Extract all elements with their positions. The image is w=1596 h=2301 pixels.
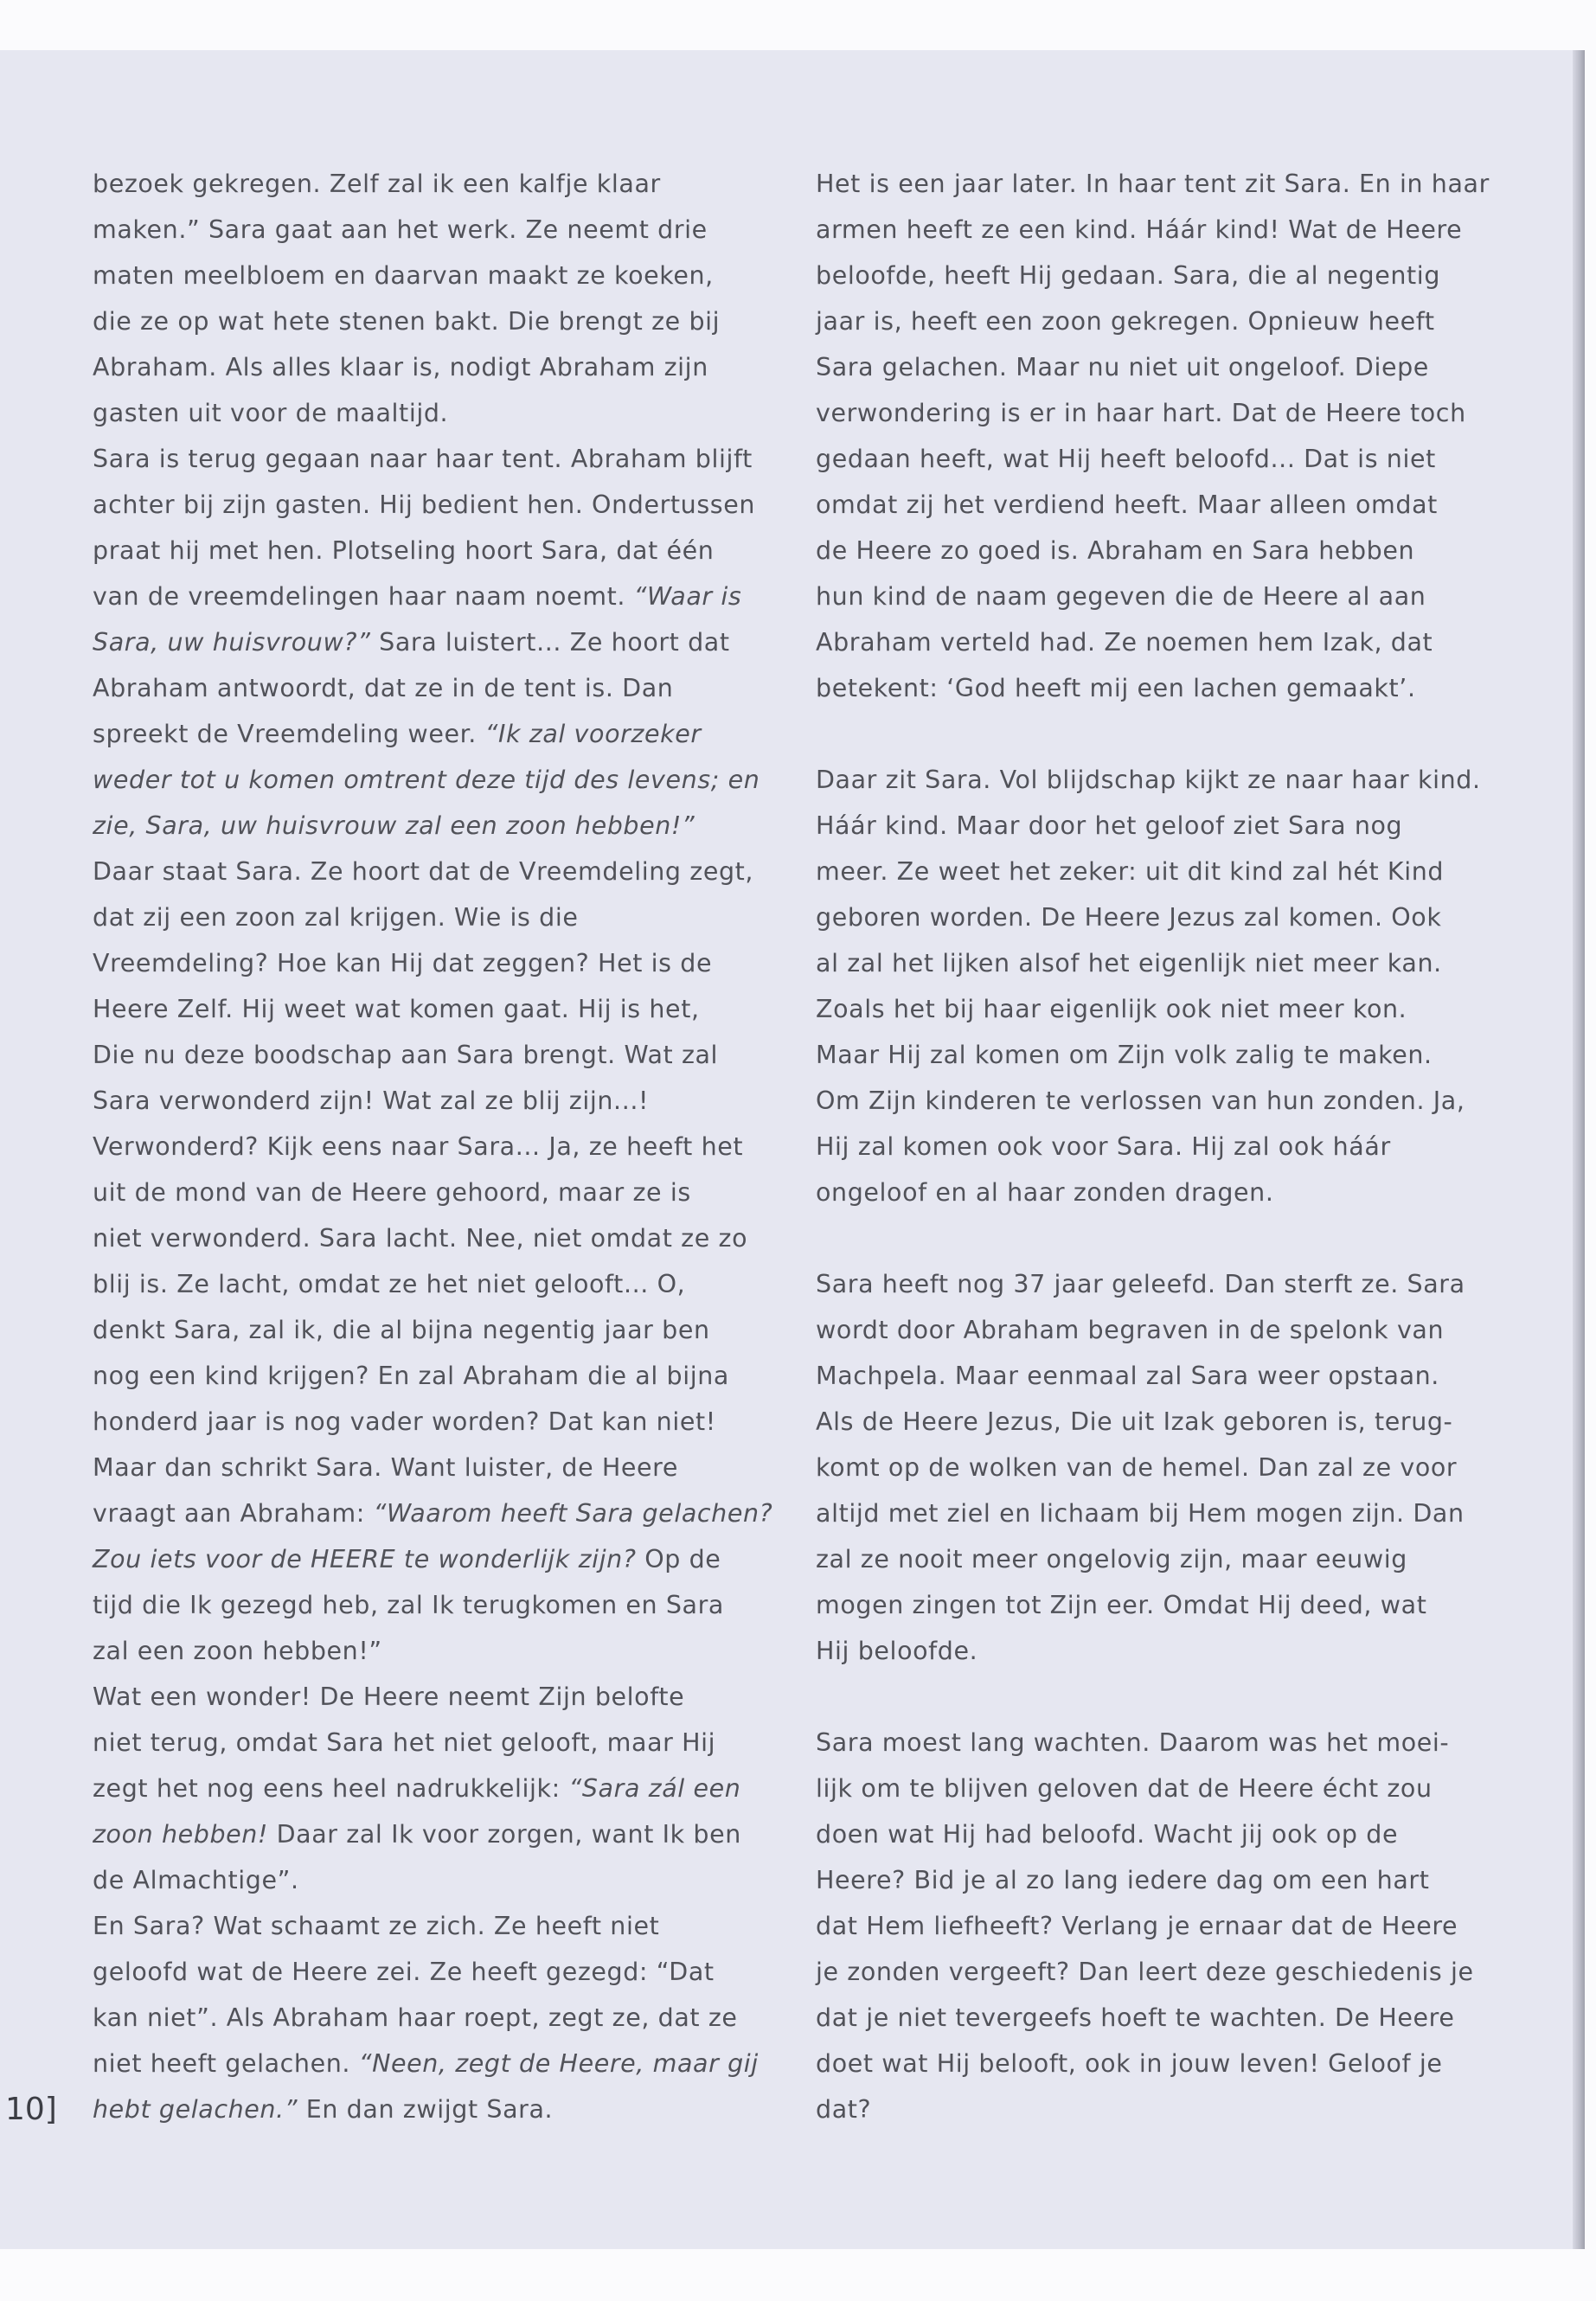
text-line xyxy=(816,1857,1473,1903)
text-line xyxy=(816,1032,1473,1078)
text-segment: zal ze nooit meer ongelovig zijn, maar eeuwig xyxy=(816,1545,1407,1574)
text-segment: gasten uit voor de maaltijd. xyxy=(93,399,449,427)
text-line xyxy=(93,207,750,253)
text-segment: Om Zijn kinderen te verlossen van hun zonden. Ja, xyxy=(816,1086,1465,1115)
text-segment: Op de xyxy=(636,1545,721,1574)
text-segment: spreekt de Vreemdeling weer. xyxy=(93,720,485,748)
text-line xyxy=(93,1032,750,1078)
text-line xyxy=(816,1445,1473,1490)
text-segment: dat zij een zoon zal krijgen. Wie is die xyxy=(93,903,579,932)
text-line xyxy=(816,298,1473,344)
text-segment: dat je niet tevergeefs hoeft te wachten. De Heere xyxy=(816,2003,1455,2032)
text-line xyxy=(816,1949,1473,1995)
italic-quote-segment: weder tot u komen omtrent deze tijd des levens; en xyxy=(93,766,760,794)
text-segment: kan niet”. Als Abraham haar roept, zegt ze, dat ze xyxy=(93,2003,738,2032)
text-line xyxy=(816,436,1473,482)
text-segment: Sara moest lang wachten. Daarom was het moei- xyxy=(816,1728,1450,1757)
text-line xyxy=(816,482,1473,528)
text-segment: hun kind de naam gegeven die de Heere al aan xyxy=(816,582,1426,611)
text-line xyxy=(816,161,1490,207)
text-line xyxy=(816,574,1473,619)
text-line xyxy=(816,1582,1473,1628)
text-line xyxy=(93,574,750,619)
italic-quote-segment: “Neen, zegt de Heere, maar gij xyxy=(358,2049,759,2078)
text-line xyxy=(816,986,1473,1032)
text-line xyxy=(93,528,750,574)
text-segment: geboren worden. De Heere Jezus zal komen. Ook xyxy=(816,903,1442,932)
text-line xyxy=(816,1399,1473,1445)
text-segment: jaar is, heeft een zoon gekregen. Opnieuw heeft xyxy=(816,307,1435,336)
text-line xyxy=(816,1628,1473,1674)
left-text-column xyxy=(93,161,773,2132)
text-segment: Het is een jaar later. In haar tent zit Sara. En in haar xyxy=(816,170,1490,198)
text-segment: Als de Heere Jezus, Die uit Izak geboren is, terug- xyxy=(816,1407,1453,1436)
text-segment: ongeloof en al haar zonden dragen. xyxy=(816,1178,1274,1207)
text-line xyxy=(93,1307,750,1353)
text-segment: je zonden vergeeft? Dan leert deze geschiedenis je xyxy=(816,1958,1474,1986)
italic-quote-segment: hebt gelachen.” xyxy=(93,2095,298,2124)
text-segment: denkt Sara, zal ik, die al bijna negentig jaar ben xyxy=(93,1316,710,1344)
text-segment: maten meelbloem en daarvan maakt ze koeken, xyxy=(93,261,714,290)
text-segment: Maar Hij zal komen om Zijn volk zalig te maken. xyxy=(816,1041,1433,1069)
text-line xyxy=(93,803,750,849)
text-line xyxy=(816,344,1473,390)
text-line xyxy=(93,1857,750,1903)
italic-quote-segment: “Ik zal voorzeker xyxy=(484,720,702,748)
text-segment: meer. Ze weet het zeker: uit dit kind zal hét Kind xyxy=(816,857,1445,886)
text-segment: Hij beloofde. xyxy=(816,1637,978,1665)
text-line xyxy=(816,1766,1473,1811)
text-line xyxy=(93,1536,750,1582)
text-line xyxy=(93,390,750,436)
text-line xyxy=(816,2086,1473,2132)
text-segment: Háár kind. Maar door het geloof ziet Sara nog xyxy=(816,811,1403,840)
text-line xyxy=(93,619,750,665)
text-segment: blij is. Ze lacht, omdat ze het niet gelooft... O, xyxy=(93,1270,686,1298)
italic-quote-segment: “Sara zál een xyxy=(568,1774,741,1803)
text-segment: de Almachtige”. xyxy=(93,1866,299,1894)
text-segment: Sara gelachen. Maar nu niet uit ongeloof. Diepe xyxy=(816,353,1429,381)
text-segment: praat hij met hen. Plotseling hoort Sara, dat één xyxy=(93,536,715,565)
italic-quote-segment: “Waar is xyxy=(633,582,742,611)
text-segment: Zoals het bij haar eigenlijk ook niet meer kon. xyxy=(816,995,1407,1023)
text-line xyxy=(816,1903,1473,1949)
text-line xyxy=(93,1811,750,1857)
text-segment: maken.” Sara gaat aan het werk. Ze neemt drie xyxy=(93,215,708,244)
italic-quote-segment: zie, Sara, uw huisvrouw zal een zoon hebben!” xyxy=(93,811,695,840)
text-line xyxy=(93,1949,750,1995)
text-line xyxy=(93,1445,750,1490)
text-line xyxy=(93,711,750,757)
text-line xyxy=(93,849,754,894)
text-segment: honderd jaar is nog vader worden? Dat kan niet! xyxy=(93,1407,716,1436)
text-line xyxy=(93,1903,750,1949)
text-segment: En dan zwijgt Sara. xyxy=(298,2095,554,2124)
text-segment: de Heere zo goed is. Abraham en Sara hebben xyxy=(816,536,1415,565)
text-line xyxy=(816,1536,1473,1582)
text-line xyxy=(93,298,750,344)
text-segment: Sara verwonderd zijn! Wat zal ze blij zijn...! xyxy=(93,1086,650,1115)
text-segment: Daar zit Sara. Vol blijdschap kijkt ze naar haar kind. xyxy=(816,766,1481,794)
text-segment: Hij zal komen ook voor Sara. Hij zal ook háár xyxy=(816,1132,1391,1161)
text-segment: Maar dan schrikt Sara. Want luister, de Heere xyxy=(93,1453,679,1482)
text-line xyxy=(816,1307,1473,1353)
text-segment: Machpela. Maar eenmaal zal Sara weer opstaan. xyxy=(816,1362,1439,1390)
text-segment: achter bij zijn gasten. Hij bedient hen. Ondertussen xyxy=(93,490,756,519)
paragraph-break xyxy=(816,711,1473,757)
text-segment: vraagt aan Abraham: xyxy=(93,1499,374,1528)
text-line xyxy=(93,2041,759,2086)
text-segment: Sara luistert... Ze hoort dat xyxy=(370,628,730,657)
italic-quote-segment: “Waarom heeft Sara gelachen? xyxy=(373,1499,773,1528)
text-segment: geloofd wat de Heere zei. Ze heeft gezegd: “Dat xyxy=(93,1958,715,1986)
text-segment: gedaan heeft, wat Hij heeft beloofd... Dat is niet xyxy=(816,445,1436,473)
text-line xyxy=(816,849,1473,894)
text-line xyxy=(93,436,753,482)
text-segment: niet verwonderd. Sara lacht. Nee, niet omdat ze zo xyxy=(93,1224,748,1253)
text-segment: nog een kind krijgen? En zal Abraham die al bijna xyxy=(93,1362,729,1390)
text-line xyxy=(816,665,1473,711)
italic-quote-segment: Sara, uw huisvrouw?” xyxy=(93,628,371,657)
text-segment: Sara is terug gegaan naar haar tent. Abraham blijft xyxy=(93,445,753,473)
text-line xyxy=(93,1215,750,1261)
text-segment: Die nu deze boodschap aan Sara brengt. Wat zal xyxy=(93,1041,719,1069)
text-line xyxy=(816,1490,1473,1536)
text-line xyxy=(816,1261,1473,1307)
text-segment: Abraham antwoordt, dat ze in de tent is. Dan xyxy=(93,674,674,702)
text-line xyxy=(816,2041,1473,2086)
text-line xyxy=(816,1720,1473,1766)
text-line xyxy=(816,1170,1473,1215)
text-segment: tijd die Ik gezegd heb, zal Ik terugkomen en Sara xyxy=(93,1591,724,1619)
text-segment: die ze op wat hete stenen bakt. Die brengt ze bij xyxy=(93,307,721,336)
text-segment: dat Hem liefheeft? Verlang je ernaar dat de Heere xyxy=(816,1912,1458,1940)
text-line xyxy=(816,528,1473,574)
text-line xyxy=(816,253,1473,298)
page-edge xyxy=(1573,50,1585,2249)
text-line xyxy=(816,757,1481,803)
text-segment: Sara heeft nog 37 jaar geleefd. Dan sterft ze. Sara xyxy=(816,1270,1465,1298)
text-segment: Daar staat Sara. Ze hoort dat de Vreemdeling zegt, xyxy=(93,857,754,886)
text-segment: Abraham. Als alles klaar is, nodigt Abraham zijn xyxy=(93,353,708,381)
text-segment: al zal het lijken alsof het eigenlijk niet meer kan. xyxy=(816,949,1442,977)
text-segment: zal een zoon hebben!” xyxy=(93,1637,382,1665)
text-line xyxy=(93,482,756,528)
paragraph-break xyxy=(816,1215,1473,1261)
text-line xyxy=(816,1995,1473,2041)
text-segment: bezoek gekregen. Zelf zal ik een kalfje klaar xyxy=(93,170,661,198)
text-segment: Daar zal Ik voor zorgen, want Ik ben xyxy=(267,1820,741,1849)
text-segment: Verwonderd? Kijk eens naar Sara... Ja, ze heeft het xyxy=(93,1132,744,1161)
text-line xyxy=(93,1490,773,1536)
italic-quote-segment: zoon hebben! xyxy=(93,1820,268,1849)
text-line xyxy=(93,1078,750,1124)
text-segment: komt op de wolken van de hemel. Dan zal ze voor xyxy=(816,1453,1458,1482)
text-segment: Wat een wonder! De Heere neemt Zijn belofte xyxy=(93,1682,685,1711)
text-segment: betekent: ‘God heeft mij een lachen gemaakt’. xyxy=(816,674,1416,702)
text-segment: lijk om te blijven geloven dat de Heere écht zou xyxy=(816,1774,1433,1803)
text-line xyxy=(816,207,1473,253)
text-segment: omdat zij het verdiend heeft. Maar alleen omdat xyxy=(816,490,1438,519)
text-segment: Heere? Bid je al zo lang iedere dag om een hart xyxy=(816,1866,1430,1894)
text-segment: Heere Zelf. Hij weet wat komen gaat. Hij is het, xyxy=(93,995,700,1023)
text-line xyxy=(93,894,750,940)
text-line xyxy=(816,1811,1473,1857)
text-line xyxy=(816,894,1473,940)
page-number: 10] xyxy=(5,2092,57,2127)
text-line xyxy=(93,1399,750,1445)
text-segment: niet terug, omdat Sara het niet gelooft, maar Hij xyxy=(93,1728,716,1757)
text-segment: dat? xyxy=(816,2095,872,2124)
text-segment: verwondering is er in haar hart. Dat de Heere toch xyxy=(816,399,1466,427)
text-segment: wordt door Abraham begraven in de spelonk van xyxy=(816,1316,1445,1344)
text-segment: beloofde, heeft Hij gedaan. Sara, die al negentig xyxy=(816,261,1441,290)
text-segment: altijd met ziel en lichaam bij Hem mogen zijn. Dan xyxy=(816,1499,1465,1528)
paragraph-break xyxy=(816,1674,1473,1720)
text-line xyxy=(93,1628,750,1674)
text-line xyxy=(93,1353,750,1399)
text-segment: van de vreemdelingen haar naam noemt. xyxy=(93,582,634,611)
text-segment: armen heeft ze een kind. Háár kind! Wat de Heere xyxy=(816,215,1463,244)
text-line xyxy=(93,2086,750,2132)
text-line xyxy=(93,986,750,1032)
text-line xyxy=(816,1124,1473,1170)
text-line xyxy=(93,253,750,298)
text-line xyxy=(93,1995,750,2041)
text-segment: Abraham verteld had. Ze noemen hem Izak, dat xyxy=(816,628,1433,657)
italic-quote-segment: Zou iets voor de HEERE te wonderlijk zijn? xyxy=(93,1545,637,1574)
text-segment: En Sara? Wat schaamt ze zich. Ze heeft niet xyxy=(93,1912,660,1940)
text-line xyxy=(816,619,1473,665)
text-line xyxy=(93,665,750,711)
text-line xyxy=(93,1582,750,1628)
text-segment: zegt het nog eens heel nadrukkelijk: xyxy=(93,1774,569,1803)
text-segment: doet wat Hij belooft, ook in jouw leven! Geloof je xyxy=(816,2049,1443,2078)
text-segment: uit de mond van de Heere gehoord, maar ze is xyxy=(93,1178,691,1207)
text-line xyxy=(93,1170,750,1215)
text-segment: niet heeft gelachen. xyxy=(93,2049,359,2078)
text-line xyxy=(93,757,760,803)
text-line xyxy=(93,940,750,986)
text-line xyxy=(816,390,1473,436)
text-line xyxy=(816,940,1473,986)
text-line xyxy=(93,1674,750,1720)
text-line xyxy=(93,344,750,390)
text-segment: mogen zingen tot Zijn eer. Omdat Hij deed, wat xyxy=(816,1591,1427,1619)
text-line xyxy=(93,161,750,207)
text-line xyxy=(93,1766,750,1811)
text-segment: doen wat Hij had beloofd. Wacht jij ook op de xyxy=(816,1820,1399,1849)
text-segment: Vreemdeling? Hoe kan Hij dat zeggen? Het is de xyxy=(93,949,713,977)
text-line xyxy=(816,1078,1473,1124)
right-text-column xyxy=(816,161,1490,2132)
text-line xyxy=(93,1124,750,1170)
text-line xyxy=(93,1720,750,1766)
text-line xyxy=(816,803,1473,849)
text-line xyxy=(816,1353,1473,1399)
text-line xyxy=(93,1261,750,1307)
